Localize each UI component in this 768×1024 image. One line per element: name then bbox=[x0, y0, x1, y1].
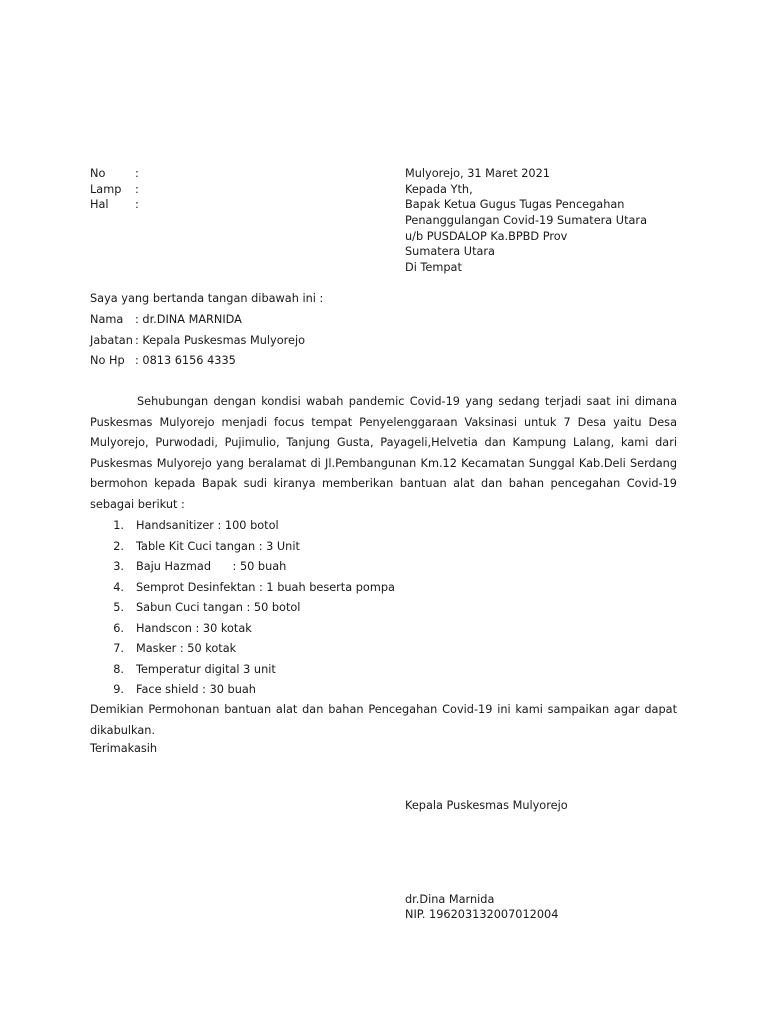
body-line: Puskesmas Mulyorejo menjadi focus tempat Penyelenggaraan Vaksinasi untuk 7 Desa yaitu Desa bbox=[90, 415, 677, 429]
identity-value-nohp: : 0813 6156 4335 bbox=[135, 354, 236, 367]
list-number: 3. bbox=[113, 560, 124, 573]
list-text: Temperatur digital 3 unit bbox=[136, 662, 276, 676]
closing-paragraph bbox=[90, 700, 677, 741]
header-label-no: No bbox=[90, 167, 106, 180]
list-number: 1. bbox=[113, 519, 124, 532]
recipient-line: Sumatera Utara bbox=[405, 245, 495, 258]
list-number: 7. bbox=[113, 642, 124, 655]
body-line: sebagai berikut : bbox=[90, 497, 185, 511]
body-line: Puskesmas Mulyorejo yang beralamat di Jl.Pembangunan Km.12 Kecamatan Sunggal Kab.Deli Serdang bbox=[90, 456, 677, 470]
intro-text: Saya yang bertanda tangan dibawah ini : bbox=[90, 292, 324, 305]
list-text: Masker : 50 kotak bbox=[136, 642, 237, 655]
list-number: 4. bbox=[113, 580, 124, 594]
list-text: Sabun Cuci tangan : 50 botol bbox=[136, 601, 301, 614]
body-line: Sehubungan dengan kondisi wabah pandemic Covid-19 yang sedang terjadi saat ini dimana bbox=[137, 395, 677, 408]
list-text: Handsanitizer : 100 botol bbox=[136, 519, 279, 532]
list-number: 6. bbox=[113, 621, 124, 635]
recipient-line: Di Tempat bbox=[405, 261, 462, 274]
body-line: bermohon kepada Bapak sudi kiranya memberikan bantuan alat dan bahan pencegahan Covid-19 bbox=[90, 477, 677, 490]
closing-line: Demikian Permohonan bantuan alat dan bahan Pencegahan Covid-19 ini kami sampaikan agar dapat bbox=[90, 703, 677, 716]
header-label-lamp: Lamp bbox=[90, 183, 122, 196]
body-line: Mulyorejo, Purwodadi, Pujimulio, Tanjung Gusta, Payageli,Helvetia dan Kampung Lalang, kami dari bbox=[90, 436, 677, 449]
signature-title: Kepala Puskesmas Mulyorejo bbox=[405, 799, 568, 812]
header-colon-no: : bbox=[135, 167, 139, 180]
identity-value-nama: : dr.DINA MARNIDA bbox=[135, 313, 242, 326]
list-text: Table Kit Cuci tangan : 3 Unit bbox=[136, 539, 300, 553]
list-number: 9. bbox=[113, 683, 124, 696]
closing-line: dikabulkan. bbox=[90, 723, 156, 737]
list-text: Semprot Desinfektan : 1 buah beserta pompa bbox=[136, 580, 395, 594]
identity-label-nohp: No Hp bbox=[90, 354, 125, 367]
thanks-text: Terimakasih bbox=[90, 742, 158, 755]
signature-nip: NIP. 196203132007012004 bbox=[405, 908, 559, 921]
list-number: 8. bbox=[113, 662, 124, 676]
recipient-line: u/b PUSDALOP Ka.BPBD Prov bbox=[405, 230, 568, 243]
list-text: Face shield : 30 buah bbox=[136, 683, 256, 696]
signature-name: dr.Dina Marnida bbox=[405, 893, 495, 906]
recipient-line: Kepada Yth, bbox=[405, 183, 473, 196]
identity-label-jabatan: Jabatan bbox=[90, 334, 133, 347]
header-label-hal: Hal bbox=[90, 198, 109, 211]
identity-value-jabatan: : Kepala Puskesmas Mulyorejo bbox=[135, 334, 306, 347]
list-number: 5. bbox=[113, 601, 124, 614]
letter-date: Mulyorejo, 31 Maret 2021 bbox=[405, 167, 550, 180]
list-text: Handscon : 30 kotak bbox=[136, 621, 252, 635]
body-paragraph bbox=[90, 392, 677, 515]
header-colon-lamp: : bbox=[135, 183, 139, 196]
identity-label-nama: Nama bbox=[90, 313, 124, 326]
list-number: 2. bbox=[113, 539, 124, 553]
header-colon-hal: : bbox=[135, 198, 139, 211]
recipient-line: Penanggulangan Covid-19 Sumatera Utara bbox=[405, 214, 647, 227]
list-text: Baju Hazmad : 50 buah bbox=[136, 560, 287, 573]
recipient-line: Bapak Ketua Gugus Tugas Pencegahan bbox=[405, 198, 625, 211]
